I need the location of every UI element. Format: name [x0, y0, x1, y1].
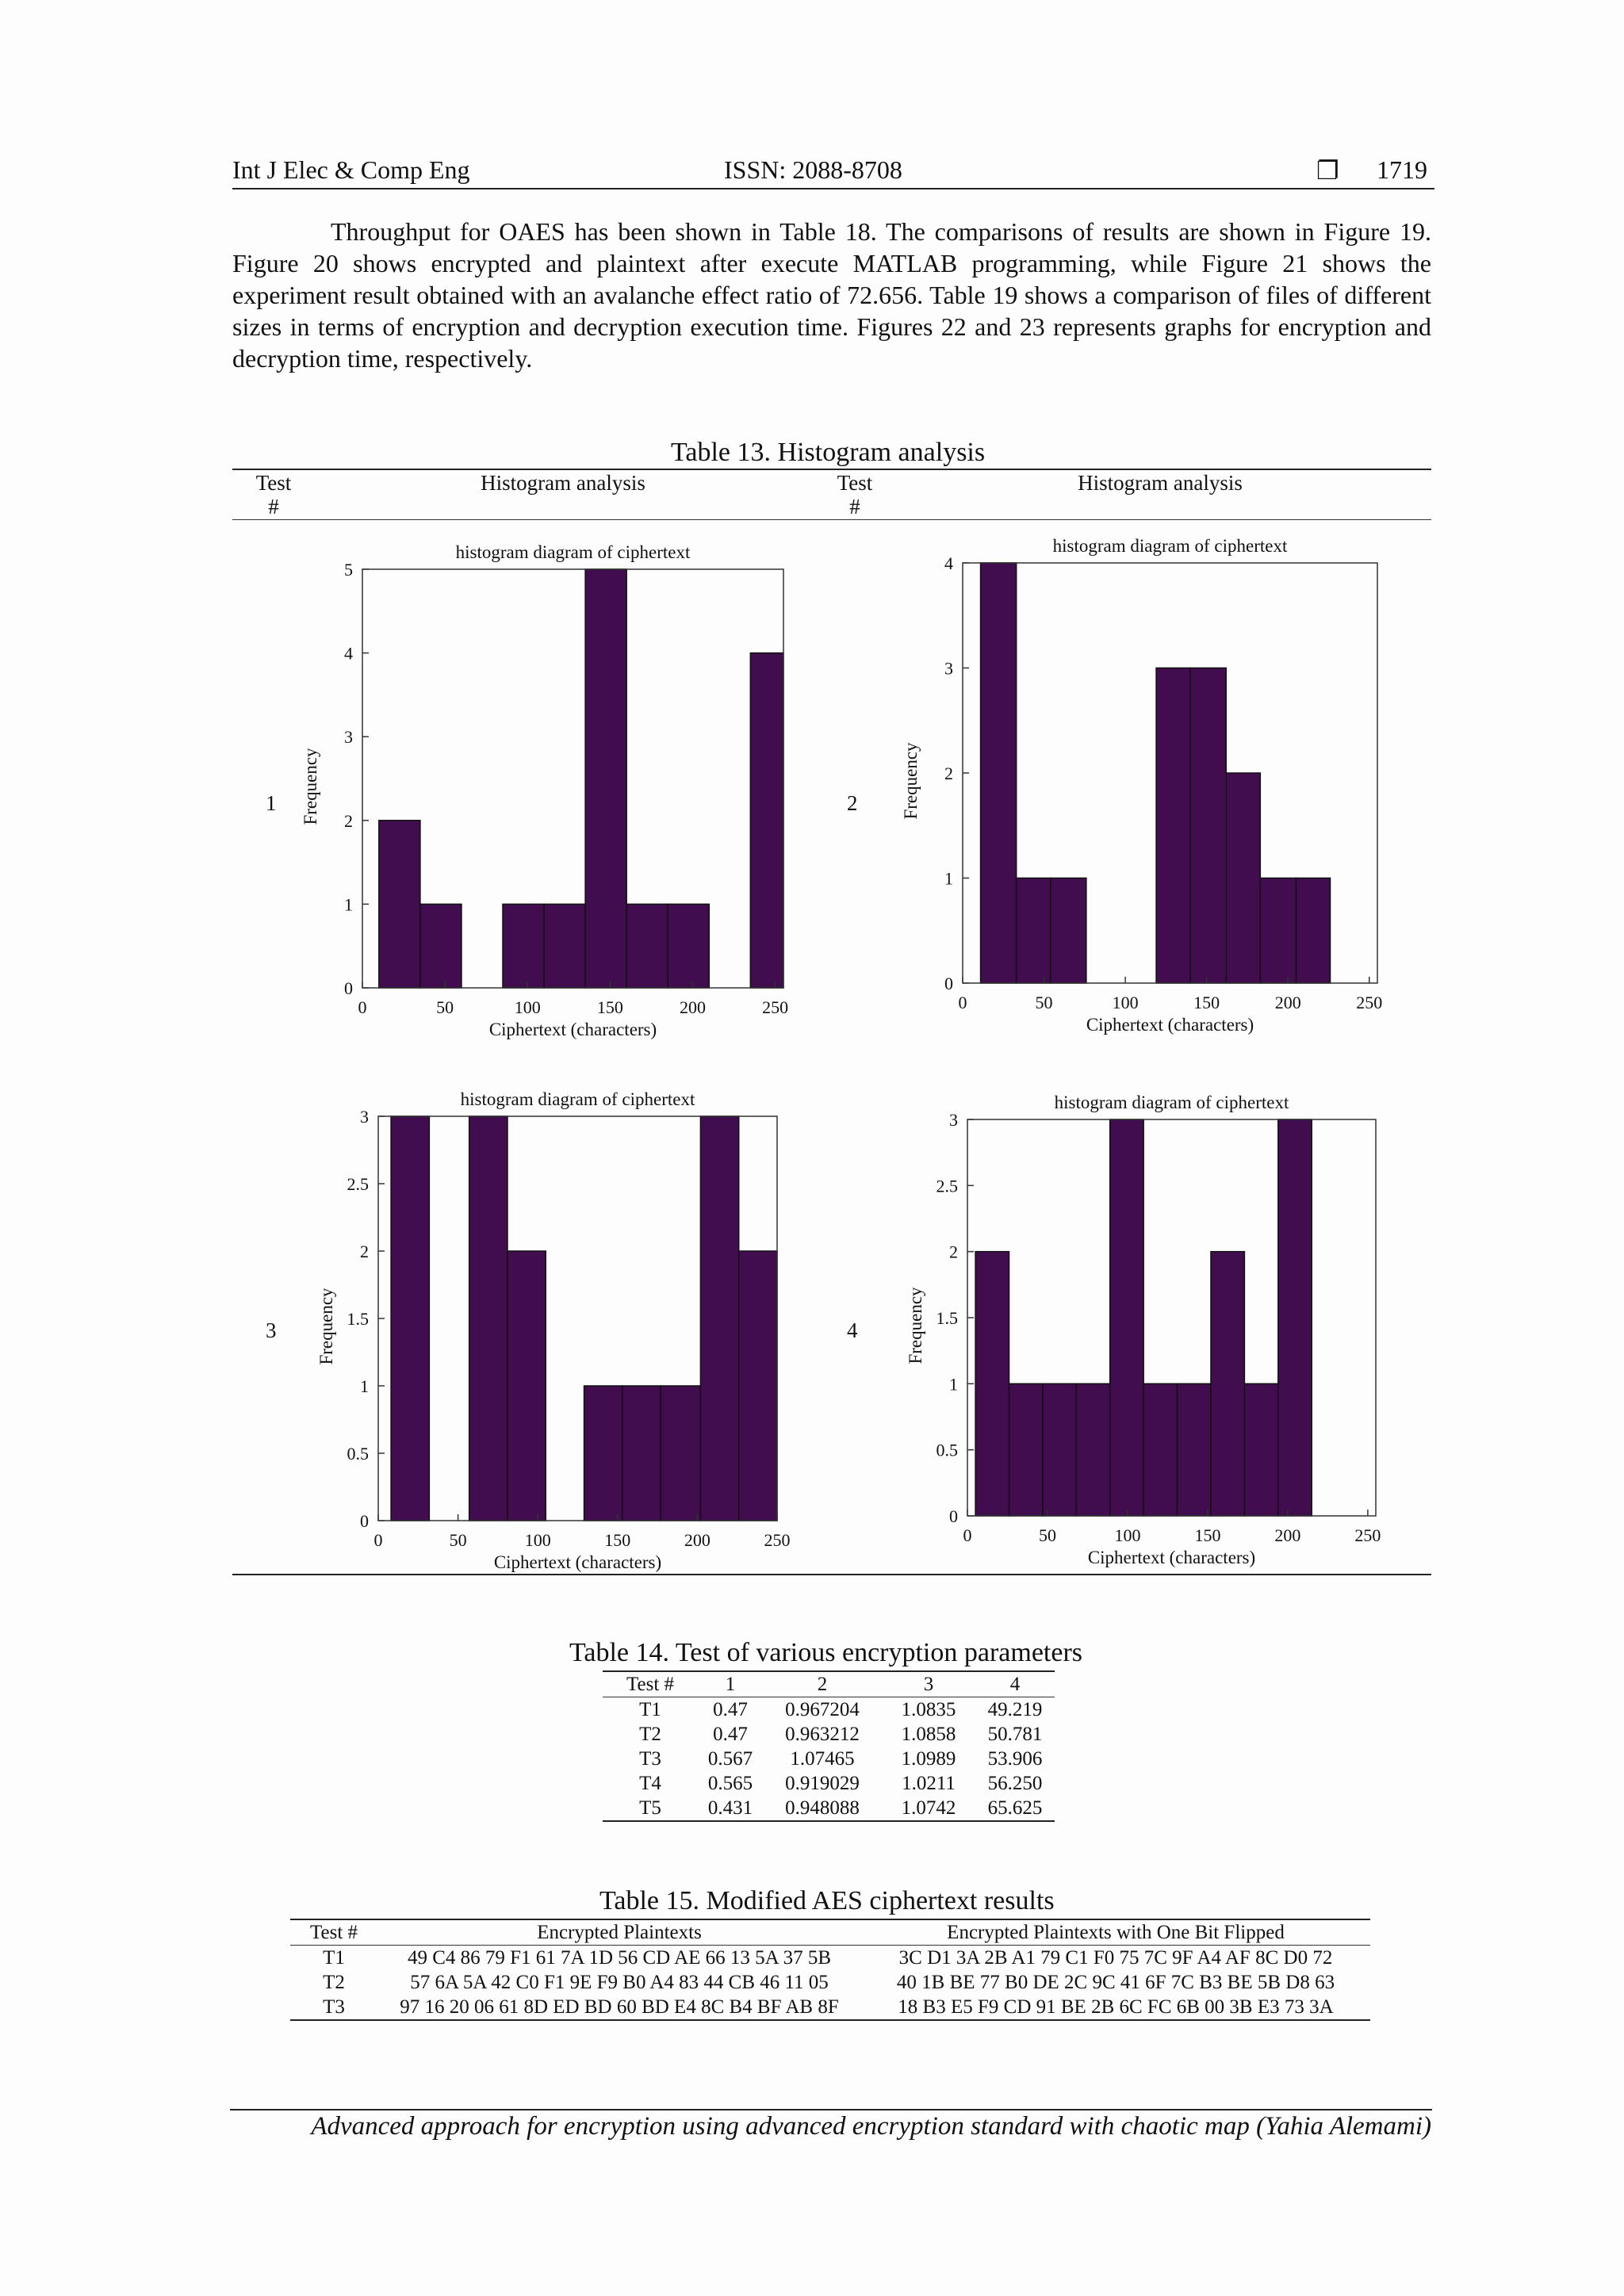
table14-cell: T2: [639, 1723, 661, 1745]
y-tick-label: 0.5: [347, 1444, 369, 1464]
histogram-bar: [1190, 668, 1226, 984]
y-tick-label: 3: [949, 1110, 958, 1130]
table14-cell: T1: [639, 1698, 661, 1720]
y-tick-label: 2.5: [936, 1176, 958, 1196]
x-tick-label: 100: [514, 997, 541, 1017]
x-tick-label: 50: [1038, 1525, 1056, 1545]
table15-cell: T1: [323, 1946, 345, 1969]
page-number: 1719: [1377, 155, 1427, 184]
x-tick-label: 50: [449, 1530, 467, 1550]
table14-header: 1: [725, 1673, 736, 1695]
table14-cell: 49.219: [987, 1698, 1043, 1720]
x-tick-label: 250: [764, 1530, 791, 1550]
chart-title: histogram diagram of ciphertext: [455, 542, 691, 562]
y-tick-label: 1: [344, 894, 353, 915]
table14-header: Test #: [626, 1673, 675, 1695]
table13-col-hist-left: Histogram analysis: [481, 471, 645, 495]
y-tick-label: 2.5: [347, 1174, 369, 1194]
table14-cell: 1.0858: [901, 1723, 956, 1745]
table13-bottom-rule: [232, 1574, 1431, 1575]
x-tick-label: 200: [1274, 1525, 1301, 1545]
histogram-bar: [975, 1252, 1009, 1516]
table15-cell: 18 B3 E5 F9 CD 91 BE 2B 6C FC 6B 00 3B E3 73 3A: [898, 1996, 1334, 2018]
table15-caption: Table 15. Modified AES ciphertext results: [599, 1886, 1055, 1915]
table13-col-test-right: Test: [837, 471, 873, 495]
histogram-bar: [668, 904, 709, 988]
y-tick-label: 0.5: [936, 1440, 958, 1460]
table14-cell: 0.967204: [785, 1698, 860, 1720]
y-axis-label: Frequency: [301, 748, 320, 825]
y-tick-label: 3: [344, 727, 353, 748]
table14-caption: Table 14. Test of various encryption parameters: [569, 1638, 1083, 1667]
x-tick-label: 50: [436, 997, 454, 1017]
issn: ISSN: 2088-8708: [724, 155, 902, 184]
histogram-bar: [391, 1116, 429, 1521]
x-tick-label: 250: [1356, 993, 1383, 1012]
histogram-bar: [1211, 1252, 1244, 1516]
x-axis-label: Ciphertext (characters): [1087, 1548, 1256, 1567]
table14-cell: 0.948088: [785, 1797, 860, 1819]
table-row: [603, 1771, 1055, 1796]
footer-rule: [230, 2109, 1432, 2110]
table14-cell: 0.919029: [785, 1772, 860, 1794]
table15-cell: T2: [323, 1971, 345, 1993]
x-axis-label: Ciphertext (characters): [493, 1552, 662, 1572]
y-tick-label: 5: [344, 560, 353, 580]
histogram-bar: [1110, 1119, 1143, 1516]
histogram-bar: [1278, 1119, 1312, 1516]
y-tick-label: 2: [344, 810, 353, 831]
y-tick-label: 2: [360, 1242, 369, 1261]
histogram-bar: [1051, 878, 1086, 984]
table-row: [290, 1995, 1370, 2020]
table14-header: 4: [1009, 1673, 1021, 1695]
x-tick-label: 200: [684, 1530, 710, 1550]
table14-cell: 1.0989: [901, 1747, 956, 1770]
table14-cell: 56.250: [987, 1772, 1043, 1794]
table15-cell: 49 C4 86 79 F1 61 7A 1D 56 CD AE 66 13 5A 37 5B: [407, 1946, 832, 1969]
table14: [603, 1670, 1055, 1822]
histogram-bar: [508, 1251, 546, 1521]
journal-name: Int J Elec & Comp Eng: [232, 155, 470, 184]
table13-row-2: 2: [847, 791, 858, 815]
table15-header: Encrypted Plaintexts with One Bit Flipped: [947, 1921, 1285, 1943]
table15-cell: 97 16 20 06 61 8D ED BD 60 BD E4 8C B4 BF AB 8F: [400, 1996, 839, 2018]
x-tick-label: 0: [958, 993, 967, 1012]
x-tick-label: 150: [596, 997, 623, 1017]
table-row: [603, 1722, 1055, 1747]
histogram-bar: [1043, 1383, 1076, 1516]
histogram-chart-4: [906, 1093, 1381, 1567]
table14-cell: 1.0835: [901, 1698, 956, 1720]
histogram-bar: [700, 1116, 738, 1521]
table14-cell: T4: [639, 1772, 661, 1794]
table14-cell: T5: [639, 1797, 661, 1819]
histogram-bar: [626, 904, 668, 988]
table-row: [603, 1697, 1055, 1723]
histogram-bar: [1178, 1383, 1211, 1516]
histogram-bar: [1260, 878, 1296, 984]
table14-cell: 53.906: [987, 1747, 1043, 1770]
histogram-bar: [379, 821, 420, 988]
x-tick-label: 0: [373, 1530, 383, 1550]
histogram-chart-3: [316, 1089, 791, 1572]
table14-cell: 0.567: [707, 1747, 753, 1770]
y-axis-label: Frequency: [906, 1287, 925, 1364]
x-tick-label: 100: [1114, 1525, 1141, 1545]
x-tick-label: 250: [762, 997, 789, 1017]
y-tick-label: 1.5: [347, 1309, 369, 1329]
table15-cell: T3: [323, 1996, 345, 2018]
y-tick-label: 2: [944, 763, 953, 783]
table14-cell: 1.0211: [902, 1772, 956, 1794]
y-tick-label: 1: [944, 868, 953, 889]
footer-text: Advanced approach for encryption using advanced encryption standard with chaotic map (Yahia Alemami): [311, 2112, 1431, 2141]
table13-col-hash-left: #: [268, 495, 279, 519]
table13-col-hash-right: #: [849, 495, 860, 519]
table14-cell: 65.625: [987, 1797, 1043, 1819]
table14-cell: 50.781: [987, 1723, 1043, 1745]
table14-cell: 0.431: [707, 1797, 753, 1819]
x-axis-label: Ciphertext (characters): [1086, 1015, 1254, 1035]
chart-title: histogram diagram of ciphertext: [460, 1089, 695, 1109]
x-tick-label: 0: [358, 997, 367, 1017]
x-tick-label: 150: [604, 1530, 631, 1550]
table-row: [290, 1946, 1370, 1971]
histogram-bar: [1076, 1383, 1109, 1516]
histogram-bar: [584, 1386, 622, 1521]
table13-col-hist-right: Histogram analysis: [1078, 471, 1243, 495]
x-tick-label: 200: [1274, 993, 1301, 1012]
table13-caption: Table 13. Histogram analysis: [671, 438, 986, 467]
x-axis-label: Ciphertext (characters): [488, 1020, 657, 1039]
y-tick-label: 1: [949, 1374, 958, 1395]
histogram-bar: [622, 1386, 661, 1521]
histogram-bar: [585, 569, 626, 988]
y-tick-label: 4: [344, 643, 353, 664]
x-tick-label: 0: [963, 1525, 972, 1545]
histogram-bar: [469, 1116, 508, 1521]
y-tick-label: 3: [944, 658, 953, 679]
table15-header: Test #: [309, 1921, 358, 1943]
histogram-chart-2: [901, 536, 1382, 1035]
table15-header: Encrypted Plaintexts: [537, 1921, 702, 1943]
x-tick-label: 200: [679, 997, 706, 1017]
y-tick-label: 0: [949, 1506, 958, 1526]
table14-cell: 0.47: [713, 1723, 748, 1745]
box-icon: ❐: [1316, 156, 1339, 185]
y-axis-label: Frequency: [901, 742, 921, 820]
histogram-bar: [1143, 1383, 1177, 1516]
table15-cell: 3C D1 3A 2B A1 79 C1 F0 75 7C 9F A4 AF 8C D0 72: [898, 1946, 1333, 1969]
table13-row-1: 1: [266, 791, 277, 815]
table13-row-4: 4: [847, 1318, 858, 1342]
table14-header: 3: [923, 1673, 934, 1695]
y-tick-label: 4: [944, 553, 953, 573]
histogram-bar: [420, 904, 462, 988]
x-tick-label: 50: [1035, 993, 1053, 1012]
table14-cell: 0.47: [713, 1698, 748, 1720]
table14-cell: 1.07465: [790, 1747, 855, 1770]
chart-title: histogram diagram of ciphertext: [1054, 1093, 1289, 1112]
histogram-bar: [503, 904, 544, 988]
table14-cell: 0.963212: [785, 1723, 860, 1745]
histogram-bar: [544, 904, 585, 988]
table14-cell: 0.565: [707, 1772, 753, 1794]
chart-title: histogram diagram of ciphertext: [1052, 536, 1288, 556]
y-tick-label: 0: [944, 974, 953, 993]
y-tick-label: 1: [360, 1376, 369, 1396]
histogram-bar: [1156, 668, 1190, 984]
histogram-chart-1: [301, 542, 788, 1039]
table13-row-3: 3: [266, 1318, 277, 1342]
histogram-bar: [981, 563, 1017, 983]
histogram-bar: [739, 1251, 777, 1521]
table-row: [290, 1970, 1370, 1995]
histogram-bar: [1017, 878, 1051, 984]
table15: [290, 1919, 1370, 2021]
table15-cell: 57 6A 5A 42 C0 F1 9E F9 B0 A4 83 44 CB 46 11 05: [410, 1971, 829, 1993]
y-tick-label: 2: [949, 1242, 958, 1262]
histogram-bar: [661, 1386, 700, 1521]
x-tick-label: 150: [1194, 1525, 1221, 1545]
histogram-bar: [1296, 878, 1330, 984]
x-tick-label: 100: [1112, 993, 1139, 1012]
histogram-bar: [1244, 1383, 1277, 1516]
y-tick-label: 0: [360, 1511, 369, 1531]
x-tick-label: 150: [1193, 993, 1220, 1012]
table14-cell: 1.0742: [901, 1797, 956, 1819]
histogram-bar: [1009, 1383, 1043, 1516]
y-tick-label: 1.5: [936, 1308, 958, 1328]
y-axis-label: Frequency: [316, 1288, 336, 1365]
x-tick-label: 250: [1354, 1525, 1381, 1545]
table-row: [603, 1747, 1055, 1771]
table15-cell: 40 1B BE 77 B0 DE 2C 9C 41 6F 7C B3 BE 5B D8 63: [896, 1971, 1335, 1993]
histogram-bar: [1226, 773, 1260, 983]
table14-cell: T3: [639, 1747, 661, 1770]
table14-header: 2: [817, 1673, 828, 1695]
intro-text: Throughput for OAES has been shown in Table 18. The comparisons of results are shown in Figure 19. Figure 20 shows encrypted and plaintext after execute MATLAB programming, while Figure 21 shows the experiment result obtained with an avalanche effect ratio of 72.656. Table 19 shows a comparison of files of different sizes in terms of encryption and decryption execution time. Figures 22 and 23 represents graphs for encryption and decryption time, respectively.: [232, 217, 1431, 373]
histogram-bar: [750, 653, 783, 988]
table13-col-test-left: Test: [255, 471, 292, 495]
table-row: [603, 1796, 1055, 1821]
x-tick-label: 100: [524, 1530, 551, 1550]
y-tick-label: 3: [360, 1107, 369, 1127]
y-tick-label: 0: [344, 978, 353, 998]
